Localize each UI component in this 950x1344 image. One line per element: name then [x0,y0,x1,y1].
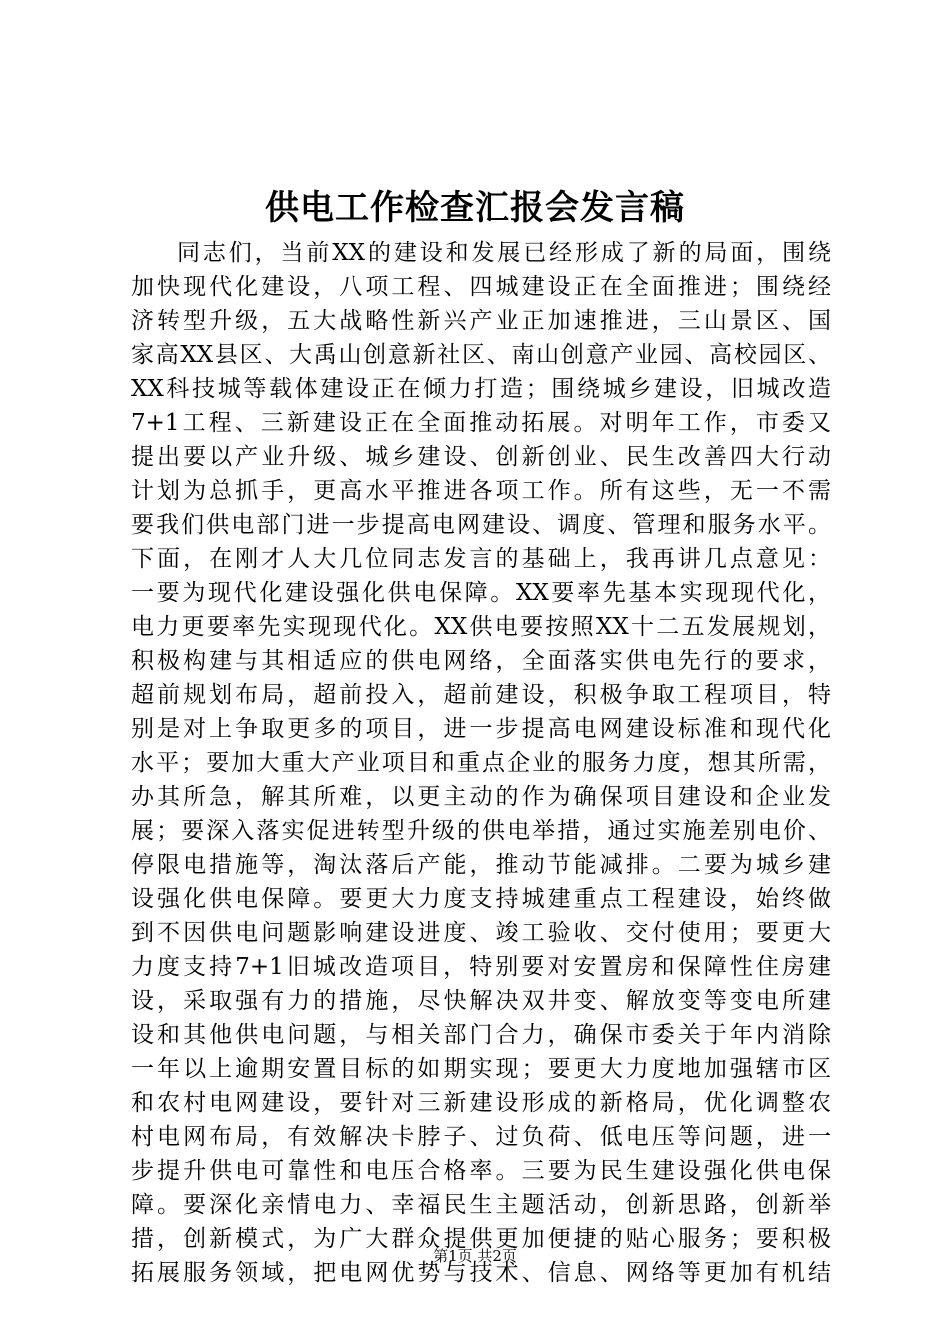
body-line: 同志们，当前XX的建设和发展已经形成了新的局面，围绕 [177,240,831,266]
body-line: 一年以上逾期安置目标的如期实现；要更大力度地加强辖市区 [131,1056,831,1082]
body-line: 步提升供电可靠性和电压合格率。三要为民生建设强化供电保 [131,1158,831,1184]
body-line: 到不因供电问题影响建设进度、竣工验收、交付使用；要更大 [131,920,831,946]
body-line: 措，创新模式，为广大群众提供更加便捷的贴心服务；要积极 [131,1226,831,1252]
body-line: 加快现代化建设，八项工程、四城建设正在全面推进；围绕经 [131,274,831,300]
body-line: 设，采取强有力的措施，尽快解决双井变、解放变等变电所建 [131,988,831,1014]
body-line: 一要为现代化建设强化供电保障。XX要率先基本实现现代化， [131,580,831,606]
body-line: 水平；要加大重大产业项目和重点企业的服务力度，想其所需， [131,750,831,776]
body-line: 提出要以产业升级、城乡建设、创新创业、民生改善四大行动 [131,444,831,470]
body-line: 展；要深入落实促进转型升级的供电举措，通过实施差别电价、 [131,818,831,844]
body-line: 超前规划布局，超前投入，超前建设，积极争取工程项目，特 [131,682,831,708]
document-title: 供电工作检查汇报会发言稿 [265,188,685,228]
body-line: 村电网布局，有效解决卡脖子、过负荷、低电压等问题，进一 [131,1124,831,1150]
body-line: 设强化供电保障。要更大力度支持城建重点工程建设，始终做 [131,886,831,912]
body-line: XX科技城等载体建设正在倾力打造；围绕城乡建设，旧城改造 [131,376,831,402]
body-line: 和农村电网建设，要针对三新建设形成的新格局，优化调整农 [131,1090,831,1116]
body-line: 别是对上争取更多的项目，进一步提高电网建设标准和现代化 [131,716,831,742]
body-line: 济转型升级，五大战略性新兴产业正加速推进，三山景区、国 [131,308,831,334]
body-line: 积极构建与其相适应的供电网络，全面落实供电先行的要求， [131,648,831,674]
body-line: 要我们供电部门进一步提高电网建设、调度、管理和服务水平。 [131,512,831,538]
document-body [131,236,831,1290]
body-line: 7+1工程、三新建设正在全面推动拓展。对明年工作，市委又 [131,410,831,436]
body-line: 家高XX县区、大禹山创意新社区、南山创意产业园、高校园区、 [131,342,831,368]
body-line: 障。要深化亲情电力、幸福民生主题活动，创新思路，创新举 [131,1192,831,1218]
body-line: 计划为总抓手，更高水平推进各项工作。所有这些，无一不需 [131,478,831,504]
body-line: 下面，在刚才人大几位同志发言的基础上，我再讲几点意见： [131,546,831,572]
body-line: 拓展服务领域，把电网优势与技术、信息、网络等更加有机结 [131,1260,831,1286]
body-line: 电力更要率先实现现代化。XX供电要按照XX十二五发展规划， [131,614,831,640]
body-line: 设和其他供电问题，与相关部门合力，确保市委关于年内消除 [131,1022,831,1048]
page-number-footer: 第1页 共2页 [433,1247,517,1265]
body-line: 力度支持7+1旧城改造项目，特别要对安置房和保障性住房建 [131,954,831,980]
body-line: 办其所急，解其所难，以更主动的作为确保项目建设和企业发 [131,784,831,810]
body-line: 停限电措施等，淘汰落后产能，推动节能减排。二要为城乡建 [131,852,831,878]
